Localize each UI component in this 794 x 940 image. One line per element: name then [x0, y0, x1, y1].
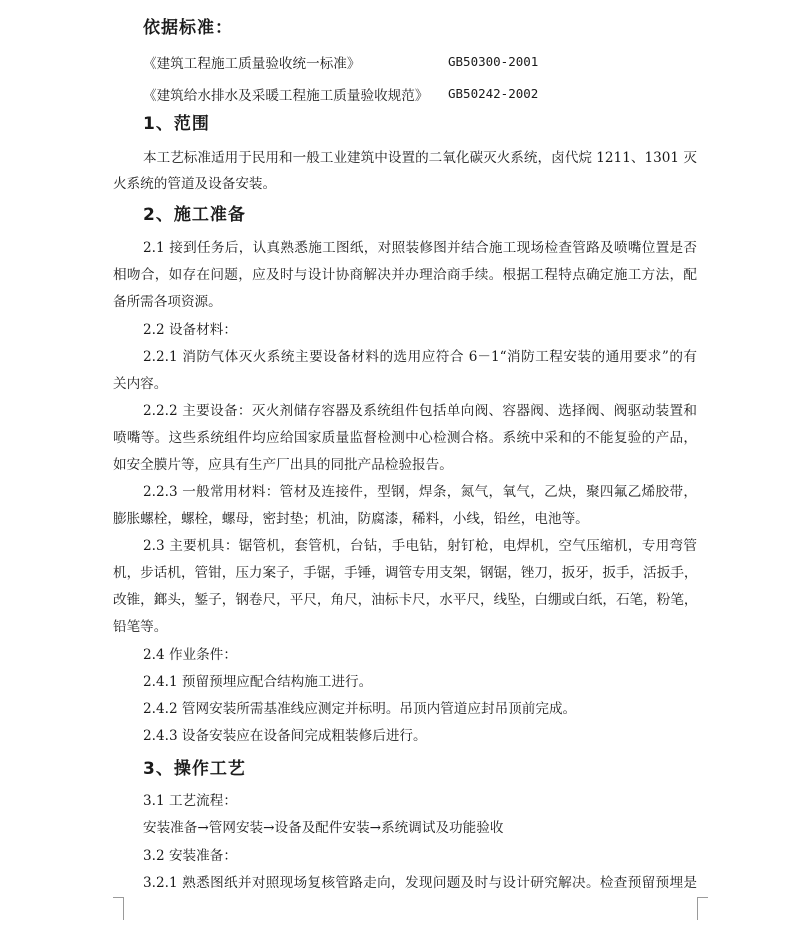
- paragraph-line: 2.4.2 管网安装所需基准线应测定并标明。吊顶内管道应封吊顶前完成。: [143, 701, 577, 717]
- paragraph-line: 相吻合，如存在问题，应及时与设计协商解决并办理洽商手续。根据工程特点确定施工方法，配: [113, 267, 697, 283]
- paragraph-line: 2.2 设备材料：: [143, 322, 237, 338]
- paragraph-line: 2.4 作业条件：: [143, 647, 237, 663]
- paragraph-line: 机，步话机，管钳，压力案子，手锯，手锤，调管专用支架，钢锯，锉刀，扳牙，扳手，活扳手，: [113, 565, 698, 581]
- page-corner-mark: [697, 897, 708, 920]
- standard-code: GB50242-2002: [448, 86, 539, 101]
- paragraph-line: 备所需各项资源。: [113, 294, 222, 310]
- paragraph-line: 铅笔等。: [113, 619, 168, 635]
- paragraph-line: 本工艺标准适用于民用和一般工业建筑中设置的二氧化碳灭火系统，卤代烷 1211、1301 灭: [143, 150, 697, 166]
- section-heading-process: 3、操作工艺: [143, 759, 246, 779]
- paragraph-line: 2.3 主要机具：锯管机，套管机，台钻，手电钻，射钉枪，电焊机，空气压缩机，专用弯管: [143, 538, 697, 554]
- paragraph-line: 关内容。: [113, 376, 168, 392]
- paragraph-line: 火系统的管道及设备安装。: [113, 176, 277, 192]
- paragraph-line: 3.1 工艺流程：: [143, 793, 237, 809]
- paragraph-line: 2.4.1 预留预埋应配合结构施工进行。: [143, 674, 373, 690]
- paragraph-line: 2.2.2 主要设备：灭火剂储存容器及系统组件包括单向阀、容器阀、选择阀、阀驱动装置和: [143, 403, 697, 419]
- page-corner-mark: [113, 897, 124, 920]
- paragraph-line: 2.4.3 设备安装应在设备间完成粗装修后进行。: [143, 728, 427, 744]
- paragraph-line: 3.2 安装准备：: [143, 848, 237, 864]
- paragraph-line: 2.2.3 一般常用材料：管材及连接件，型钢，焊条，氮气，氧气，乙炔，聚四氟乙烯胶带，: [143, 484, 697, 500]
- standard-name: 《建筑给水排水及采暖工程施工质量验收规范》: [143, 88, 429, 104]
- paragraph-line: 3.2.1 熟悉图纸并对照现场复核管路走向，发现问题及时与设计研究解决。检查预留预埋是: [143, 875, 697, 891]
- paragraph-line: 喷嘴等。这些系统组件均应给国家质量监督检测中心检测合格。系统中采和的不能复验的产品，: [113, 430, 697, 446]
- paragraph-line: 2.1 接到任务后，认真熟悉施工图纸，对照装修图并结合施工现场检查管路及喷嘴位置是否: [143, 240, 697, 256]
- paragraph-line: 安装准备→管网安装→设备及配件安装→系统调试及功能验收: [143, 820, 504, 836]
- section-heading-preparation: 2、施工准备: [143, 205, 246, 225]
- basis-heading: 依据标准：: [143, 18, 233, 38]
- paragraph-line: 如安全膜片等，应具有生产厂出具的同批产品检验报告。: [113, 457, 453, 473]
- paragraph-line: 2.2.1 消防气体灭火系统主要设备材料的选用应符合 6－1“消防工程安装的通用要求”的有: [143, 349, 697, 365]
- paragraph-line: 膨胀螺栓，螺栓，螺母，密封垫；机油，防腐漆，稀料，小线，铅丝，电池等。: [113, 511, 589, 527]
- paragraph-line: 改锥，鎯头，錾子，钢卷尺，平尺，角尺，油标卡尺，水平尺，线坠，白绷或白纸，石笔，粉笔，: [113, 592, 698, 608]
- section-heading-scope: 1、范围: [143, 114, 210, 134]
- standard-name: 《建筑工程施工质量验收统一标准》: [143, 56, 361, 72]
- standard-code: GB50300-2001: [448, 54, 539, 69]
